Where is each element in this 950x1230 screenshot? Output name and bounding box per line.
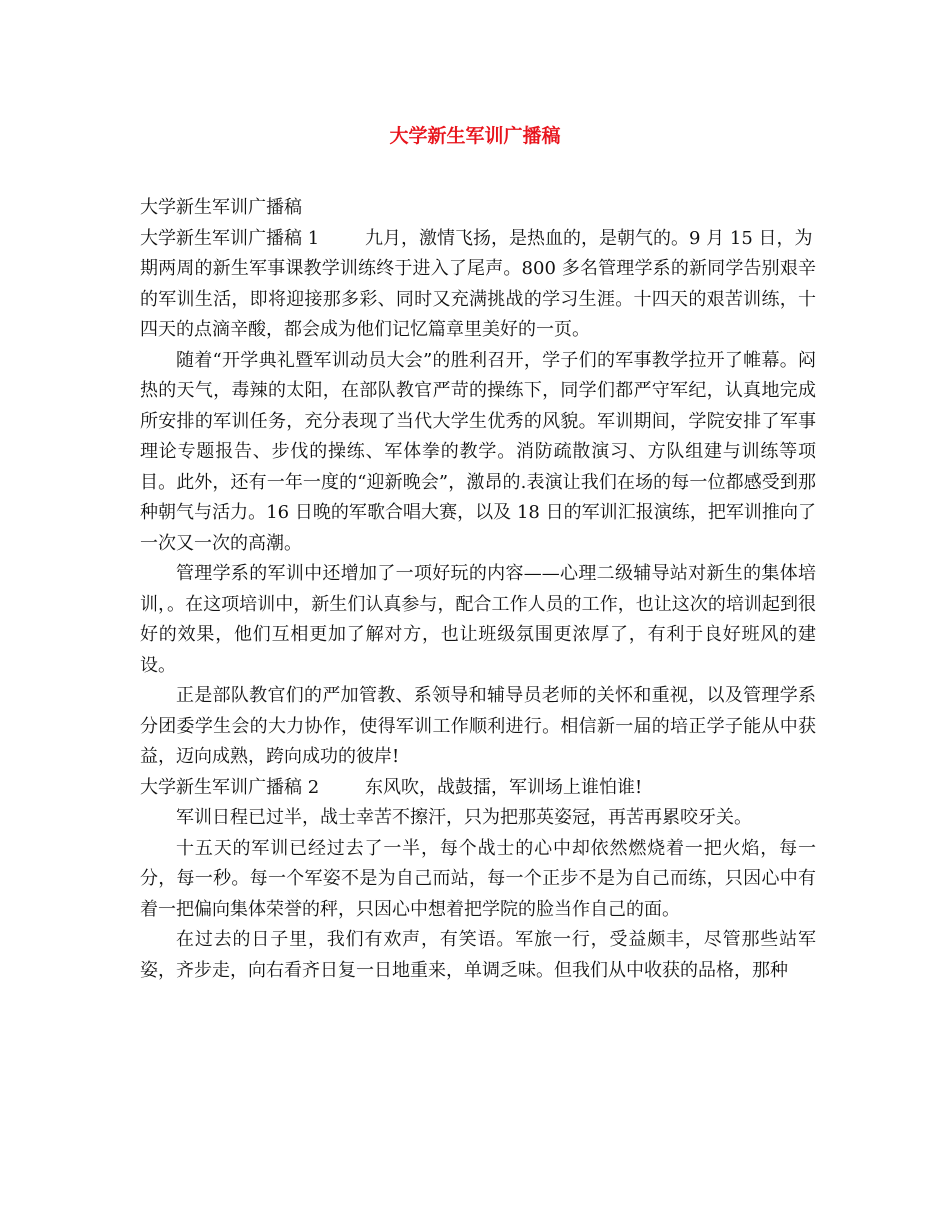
section-1-heading: 大学新生军训广播稿 1 (140, 227, 320, 249)
section-1-paragraph-1: 随着“开学典礼暨军训动员大会”的胜利召开，学子们的军事教学拉开了帷幕。闷热的天气，毒辣的太阳，在部队教官严苛的操练下，同学们都严守军纪，认真地完成所安排的军训任务，充分表现了当代大学生优秀的风貌。军训期间，学院安排了军事理论专题报告、步伐的操练、军体拳的教学。消防疏散演习、方队组建与训练等项目。此外，还有一年一度的“迎新晚会”，激昂的.表演让我们在场的每一位都感受到那种朝气与活力。16 日晚的军歌合唱大赛，以及 18 日的军训汇报演练，把军训推向了一次又一次的高潮。 (140, 349, 816, 554)
section-1-paragraph-0: 期两周的新生军事课教学训练终于进入了尾声。800 多名管理学系的新同学告别艰辛的军训生活，即将迎接那多彩、同时又充满挑战的学习生涯。十四天的艰苦训练，十四天的点滴辛酸，都会成为他们记忆篇章里美好的一页。 (140, 258, 816, 340)
section-1-heading-line (140, 224, 816, 255)
section-2-heading-line (140, 773, 816, 804)
section-1-first-line: 九月，激情飞扬，是热血的，是朝气的。9 月 15 日，为 (365, 227, 813, 249)
section-2-paragraph-3: 在过去的日子里，我们有欢声，有笑语。军旅一行，受益颇丰，尽管那些站军姿，齐步走，向右看齐日复一日地重来，单调乏味。但我们从中收获的品格，那种 (140, 929, 816, 981)
document-title: 大学新生军训广播稿 (389, 125, 561, 147)
document-subtitle: 大学新生军训广播稿 (140, 197, 302, 218)
document-body (140, 193, 816, 986)
section-2-first-line: 东风吹，战鼓擂，军训场上谁怕谁! (365, 776, 643, 798)
section-1-paragraph-2: 管理学系的军训中还增加了一项好玩的内容——心理二级辅导站对新生的集体培训，。在这项培训中，新生们认真参与，配合工作人员的工作，也让这次的培训起到很好的效果，他们互相更加了解对方，也让班级氛围更浓厚了，有利于良好班风的建设。 (140, 563, 816, 676)
section-2-heading: 大学新生军训广播稿 2 (140, 776, 320, 798)
section-2-paragraph-1: 军训日程已过半，战士幸苦不擦汗，只为把那英姿冠，再苦再累咬牙关。 (176, 807, 752, 828)
section-1-paragraph-3: 正是部队教官们的严加管教、系领导和辅导员老师的关怀和重视，以及管理学系分团委学生会的大力协作，使得军训工作顺利进行。相信新一届的培正学子能从中获益，迈向成熟，跨向成功的彼岸! (140, 685, 816, 767)
section-2-paragraph-2: 十五天的军训已经过去了一半，每个战士的心中却依然燃烧着一把火焰，每一分，每一秒。每一个军姿不是为自己而站，每一个正步不是为自己而练，只因心中有着一把偏向集体荣誉的秤，只因心中想着把学院的脸当作自己的面。 (140, 837, 816, 920)
